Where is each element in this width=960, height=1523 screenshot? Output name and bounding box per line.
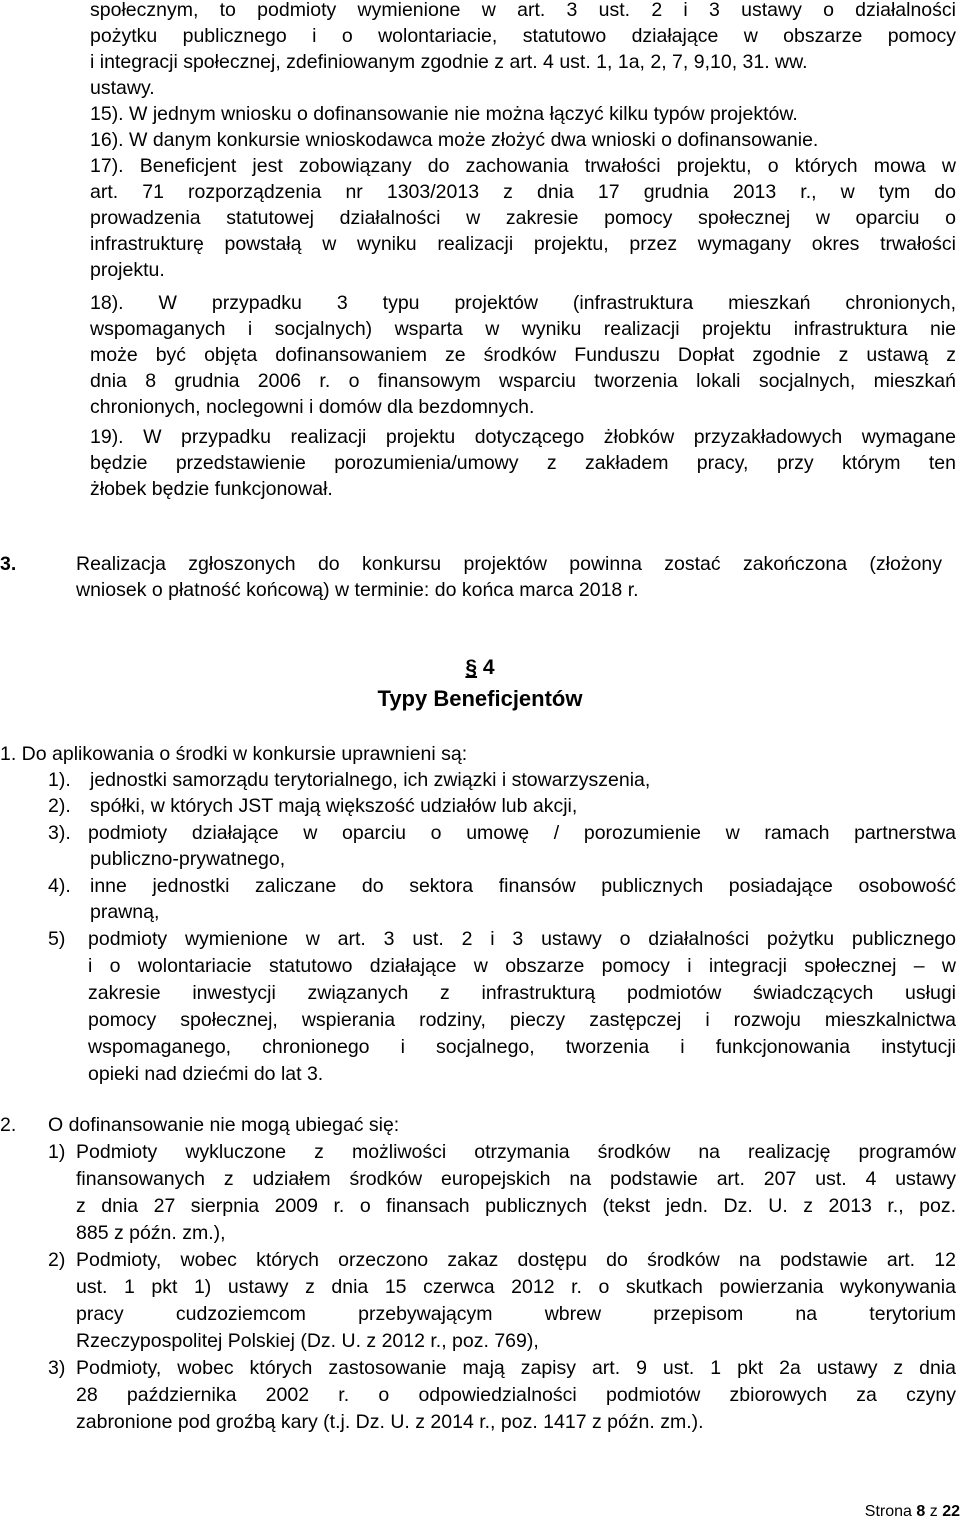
s1-item-line: inne jednostki zaliczane do sektora finansów publicznych posiadające osobowość [90,875,956,897]
s2-item-line: finansowanych z udziałem środków europejskich na podstawie art. 207 ust. 4 ustawy [76,1168,956,1190]
s1-item-number: 3). [48,822,71,844]
section-heading [0,656,960,680]
s2-item-line: Rzeczypospolitej Polskiej (Dz. U. z 2012 r., poz. 769), [76,1330,539,1352]
paragraph-line: społecznym, to podmioty wymienione w art. 3 ust. 2 i 3 ustawy o działalności [90,0,956,21]
s2-item-line: Podmioty, wobec których orzeczono zakaz dostępu do środków na podstawie art. 12 [76,1249,956,1271]
s1-item-line: zakresie inwestycji związanych z infrastrukturą podmiotów świadczących usługi [88,982,956,1004]
s1-item-number: 2). [48,795,71,817]
s2-item-line: 885 z późn. zm.), [76,1222,226,1244]
list-item-18-line: 18). W przypadku 3 typu projektów (infrastruktura mieszkań chronionych, [90,292,956,314]
list-item-18-line: wspomaganych i socjalnych) wsparta w wyniku realizacji projektu infrastruktura nie [90,318,956,340]
s1-item-line: opieki nad dziećmi do lat 3. [88,1063,324,1085]
s1-item-line: podmioty działające w oparciu o umowę / porozumienie w ramach partnerstwa [88,822,956,844]
page-footer [865,1503,960,1521]
list-item-18-line: może być objęta dofinansowaniem ze środków Funduszu Dopłat zgodnie z ustawą z [90,344,956,366]
list-item-19-line: będzie przedstawienie porozumienia/umowy z zakładem pracy, przy którym ten [90,452,956,474]
subsection-2-heading: O dofinansowanie nie mogą ubiegać się: [48,1114,400,1136]
s1-item-line: publiczno-prywatnego, [90,848,286,870]
footer-separator: z [929,1503,938,1520]
s1-item-number: 1). [48,769,71,791]
s2-item-number: 1) [48,1141,66,1163]
section-title: Typy Beneficjentów [377,686,583,711]
s1-item-line: spółki, w których JST mają większość udziałów lub akcji, [90,795,578,817]
footer-label: Strona [864,1503,912,1520]
list-item-17-line: projektu. [90,259,165,281]
list-item-18-line: dnia 8 grudnia 2006 r. o finansowym wsparciu tworzenia lokali socjalnych, mieszkań [90,370,956,392]
s1-item-line: wspomaganego, chronionego i socjalnego, tworzenia i funkcjonowania instytucji [88,1036,956,1058]
s1-item-line: prawną, [90,901,160,923]
s2-item-number: 2) [48,1249,66,1271]
footer-page-number: 8 [916,1503,926,1520]
s2-item-line: pracy cudzoziemcom przebywającym wbrew przepisom na terytorium [76,1303,956,1325]
section-symbol: § [465,656,478,679]
point-3-line: wniosek o płatność końcową) w terminie: do końca marca 2018 r. [76,579,639,601]
list-item-17-line: 17). Beneficjent jest zobowiązany do zachowania trwałości projektu, o których mowa w [90,155,956,177]
s2-item-line: Podmioty, wobec których zastosowanie mają zapisy art. 9 ust. 1 pkt 2a ustawy z dnia [76,1357,956,1379]
list-item-18-line: chronionych, noclegowni i domów dla bezdomnych. [90,396,535,418]
list-item-17-line: prowadzenia statutowej działalności w zakresie pomocy społecznej w oparciu o [90,207,956,229]
s1-item-line: pomocy społecznej, wspierania rodziny, pieczy zastępczej i rozwoju mieszkalnictwa [88,1009,956,1031]
list-item-17-line: infrastrukturę powstałą w wyniku realizacji projektu, przez wymagany okres trwałości [90,233,956,255]
section-number: 4 [482,656,495,679]
paragraph-line: ustawy. [90,77,155,99]
paragraph-line: i integracji społecznej, zdefiniowanym zgodnie z art. 4 ust. 1, 1a, 2, 7, 9,10, 31. ww. [90,51,808,73]
s2-item-line: ust. 1 pkt 1) ustawy z dnia 15 czerwca 2012 r. o skutkach powierzania wykonywania [76,1276,956,1298]
s1-item-number: 5) [48,928,66,950]
point-number: 3. [0,553,17,575]
list-item-16: 16). W danym konkursie wnioskodawca może złożyć dwa wnioski o dofinansowanie. [90,129,819,151]
s1-item-line: jednostki samorządu terytorialnego, ich związki i stowarzyszenia, [90,769,651,791]
point-3-line: Realizacja zgłoszonych do konkursu projektów powinna zostać zakończona (złożony [76,553,942,575]
paragraph-line: pożytku publicznego i o wolontariacie, statutowo działające w obszarze pomocy [90,25,956,47]
s1-item-number: 4). [48,875,71,897]
s2-item-line: Podmioty wykluczone z możliwości otrzymania środków na realizację programów [76,1141,956,1163]
s1-item-line: podmioty wymienione w art. 3 ust. 2 i 3 ustawy o działalności pożytku publicznego [88,928,956,950]
footer-total-pages: 22 [942,1503,960,1520]
list-item-19-line: żłobek będzie funkcjonował. [90,478,333,500]
s2-item-number: 3) [48,1357,66,1379]
s1-item-line: i o wolontariacie statutowo działające w obszarze pomocy i integracji społecznej – w [88,955,956,977]
list-item-17-line: art. 71 rozporządzenia nr 1303/2013 z dnia 17 grudnia 2013 r., w tym do [90,181,956,203]
subsection-2-number: 2. [0,1114,17,1136]
s2-item-line: 28 października 2002 r. o odpowiedzialności podmiotów zbiorowych za czyny [76,1384,956,1406]
s2-item-line: zabronione pod groźbą kary (t.j. Dz. U. z 2014 r., poz. 1417 z późn. zm.). [76,1411,704,1433]
list-item-19-line: 19). W przypadku realizacji projektu dotyczącego żłobków przyzakładowych wymagane [90,426,956,448]
s2-item-line: z dnia 27 sierpnia 2009 r. o finansach publicznych (tekst jedn. Dz. U. z 2013 r., poz. [76,1195,956,1217]
subsection-1-heading: 1. Do aplikowania o środki w konkursie uprawnieni są: [0,743,468,765]
list-item-15: 15). W jednym wniosku o dofinansowanie nie można łączyć kilku typów projektów. [90,103,798,125]
